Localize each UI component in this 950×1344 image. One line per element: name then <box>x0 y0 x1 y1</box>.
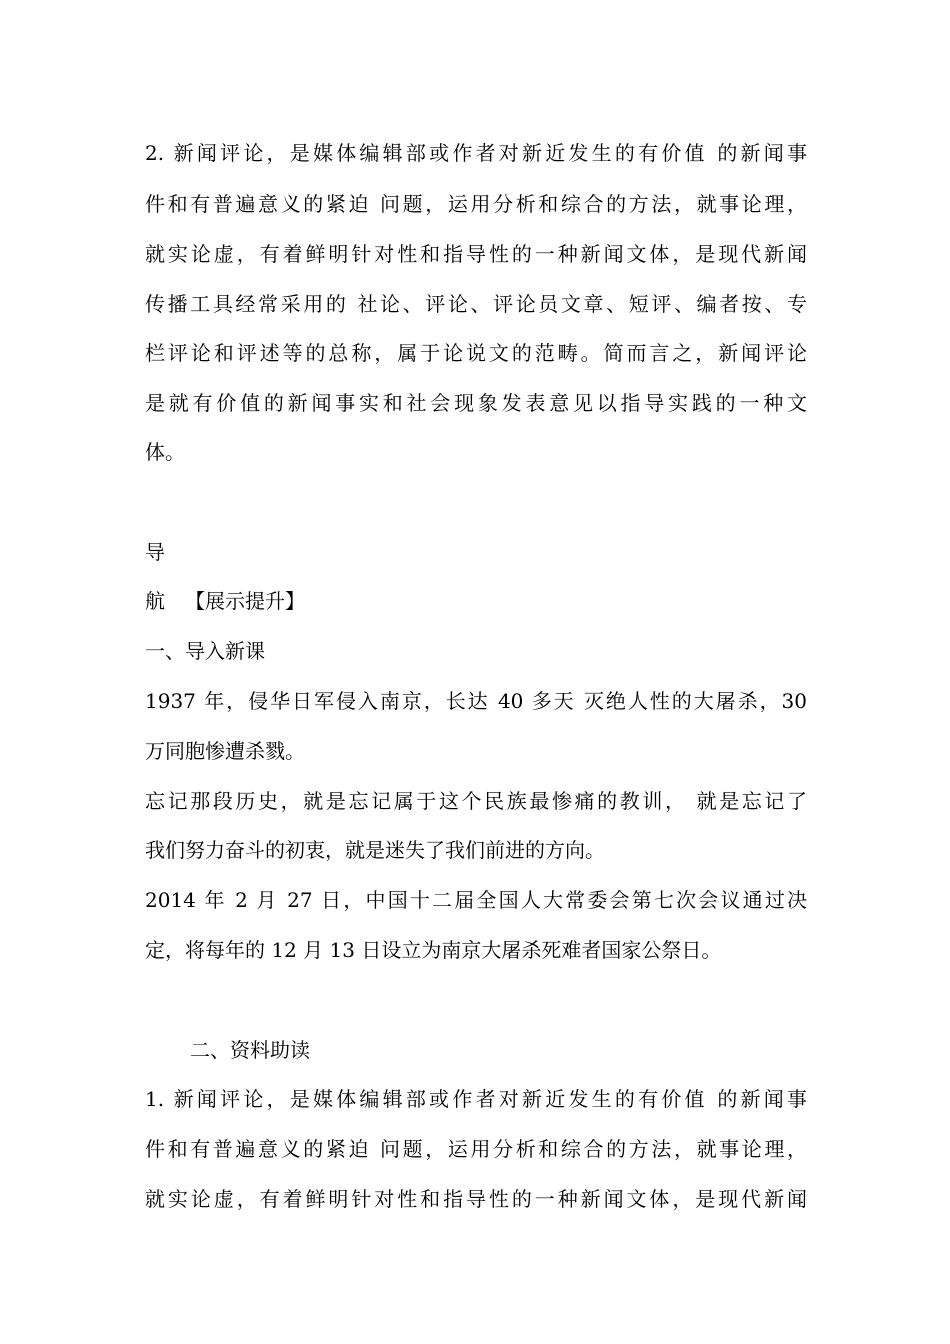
paragraph-news-commentary-2-line-6: 是就有价值的新闻事实和社会现象发表意见以指导实践的一种文 <box>145 391 807 415</box>
paragraph-news-commentary-1-line-3: 就实论虚，有着鲜明针对性和指导性的一种新闻文体，是现代新闻 <box>145 1187 807 1211</box>
heading-reading-materials: 二、资料助读 <box>190 1038 310 1062</box>
paragraph-news-commentary-2-line-1: 2. 新闻评论，是媒体编辑部或作者对新近发生的有价值 的新闻事 <box>145 141 807 165</box>
paragraph-news-commentary-1-line-1: 1. 新闻评论，是媒体编辑部或作者对新近发生的有价值 的新闻事 <box>145 1087 807 1111</box>
paragraph-news-commentary-2-line-4: 传播工具经常采用的 社论、评论、评论员文章、短评、编者按、专 <box>145 292 807 316</box>
paragraph-1937-line-2: 万同胞惨遭杀戮。 <box>145 739 305 763</box>
paragraph-news-commentary-2-line-2: 件和有普遍意义的紧迫 问题，运用分析和综合的方法，就事论理， <box>145 192 807 216</box>
paragraph-news-commentary-2-line-3: 就实论虚，有着鲜明针对性和指导性的一种新闻文体，是现代新闻 <box>145 242 807 266</box>
paragraph-news-commentary-1-line-2: 件和有普遍意义的紧迫 问题，运用分析和综合的方法，就事论理， <box>145 1137 807 1161</box>
paragraph-news-commentary-2-line-7: 体。 <box>145 440 185 464</box>
nav-label-char-2: 航 <box>145 589 165 613</box>
paragraph-forget-history-line-2: 我们努力奋斗的初衷，就是迷失了我们前进的方向。 <box>145 838 605 862</box>
paragraph-1937-line-1: 1937 年，侵华日军侵入南京，长达 40 多天 灭绝人性的大屠杀，30 <box>145 689 807 713</box>
nav-label-char-1: 导 <box>145 540 165 564</box>
paragraph-2014-line-2: 定，将每年的 12 月 13 日设立为南京大屠杀死难者国家公祭日。 <box>145 938 722 962</box>
section-title-showcase: 【展示提升】 <box>185 589 305 613</box>
paragraph-news-commentary-2-line-5: 栏评论和评述等的总称，属于论说文的范畴。简而言之，新闻评论 <box>145 341 807 365</box>
paragraph-2014-line-1: 2014 年 2 月 27 日，中国十二届全国人大常委会第七次会议通过决 <box>145 888 807 912</box>
paragraph-forget-history-line-1: 忘记那段历史，就是忘记属于这个民族最惨痛的教训， 就是忘记了 <box>145 789 807 813</box>
heading-intro-new-lesson: 一、导入新课 <box>145 639 265 663</box>
